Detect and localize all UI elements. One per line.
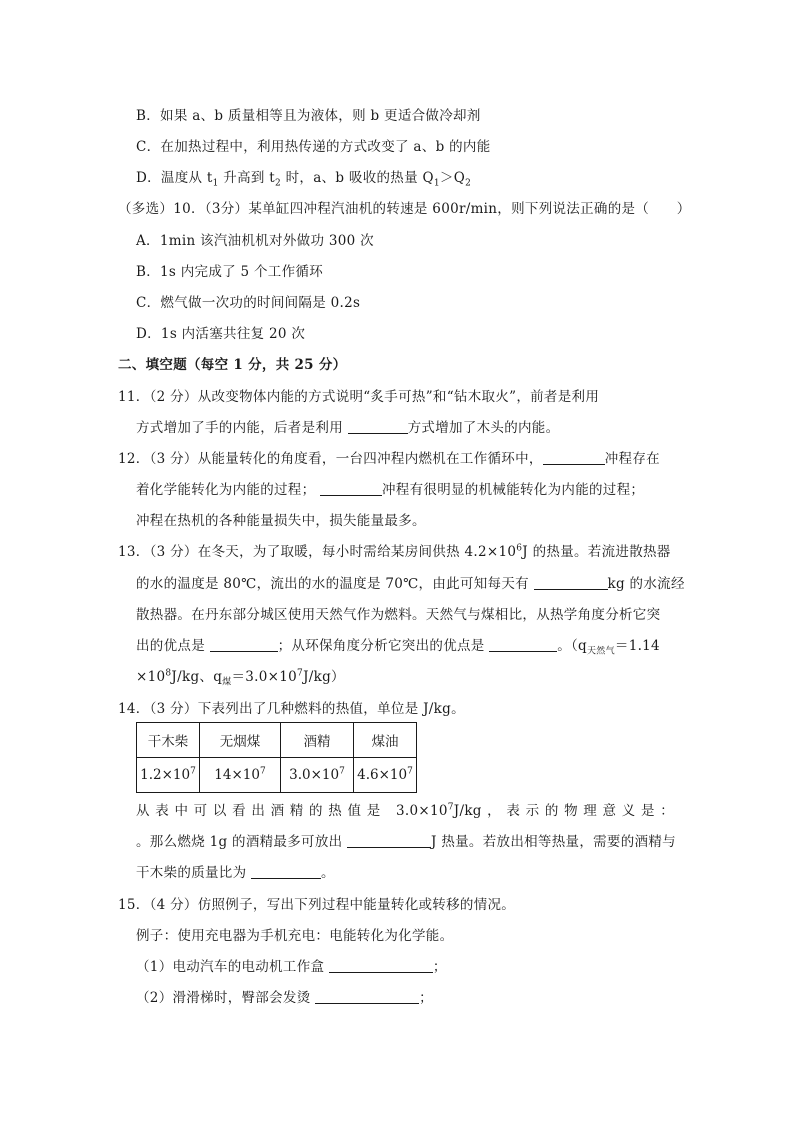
table-header-cell: 煤油 [354,723,417,758]
table-header-cell: 干木柴 [137,723,200,758]
q14-blank-2[interactable] [251,864,321,879]
table-cell: $14\times 10^7$ [200,758,281,793]
q10-option-c: C．燃气做一次功的时间间隔是 0.2s [136,295,361,311]
q10-option-d: D．1s 内活塞共往复 20 次 [136,326,306,342]
q15-blank-2[interactable] [315,989,419,1004]
q14-line1: 从表中可以看出酒精的热值是 $3.0\times 10^7J/kg$，表示的物理意义是： [136,802,675,819]
table-header-row [137,723,417,758]
q13-blank-1[interactable] [534,575,608,590]
q13-line3: 散热器。在丹东部分城区使用天然气作为燃料。天然气与煤相比，从热学角度分析它突 [136,607,661,623]
q12-blank-1[interactable] [543,450,605,465]
fuel-heat-value-table [136,722,417,793]
q10-stem: （多选）10．（3分）某单缸四冲程汽油机的转速是 600r/min，则下列说法正确的是（ ） [118,201,691,217]
q12-line1: 12．（3 分）从能量转化的角度看，一台四冲程内燃机在工作循环中， 冲程存在 [118,451,660,467]
q12-line2: 着化学能转化为内能的过程； 冲程有很明显的机械能转化为内能的过程； [136,482,645,498]
q12-blank-2[interactable] [320,481,382,496]
table-cell: $1.2\times 10^7$ [137,758,200,793]
table-header-cell: 无烟煤 [200,723,281,758]
q13-line5: $\times 10^8J/kg$、$q_煤=3.0\times 10^7J/kg$） [136,668,345,688]
q13-line2: 的水的温度是 80℃，流出的水的温度是 70℃，由此可知每天有 kg 的水流经 [136,576,685,592]
q12-line3: 冲程在热机的各种能量损失中，损失能量最多。 [136,513,426,529]
q15-example: 例子：使用充电器为手机充电：电能转化为化学能。 [136,928,454,944]
table-header-cell: 酒精 [281,723,354,758]
q15-item-1: （1）电动汽车的电动机工作盒 ； [136,959,447,975]
q11-line2: 方式增加了手的内能，后者是利用 方式增加了木头的内能。 [136,420,560,436]
table-cell: $4.6\times 10^7$ [354,758,417,793]
q15-stem: 15．（4 分）仿照例子，写出下列过程中能量转化或转移的情况。 [118,897,516,913]
q10-option-a: A．1min 该汽油机机对外做功 300 次 [136,233,374,249]
q14-line3: 干木柴的质量比为 。 [136,865,335,881]
q13-line1: 13．（3 分）在冬天，为了取暖，每小时需给某房间供热 $4.2\times 10^6J$ 的热量。若流进散热器 [118,543,671,560]
q15-blank-1[interactable] [329,958,433,973]
table-cell: $3.0\times 10^7$ [281,758,354,793]
q14-line2: 。那么燃烧 1g 的酒精最多可放出 J 热量。若放出相等热量，需要的酒精与 [136,834,676,850]
q13-blank-2[interactable] [210,637,278,652]
q15-item-2: （2）滑滑梯时，臀部会发烫 ； [136,990,433,1006]
q13-blank-3[interactable] [489,637,557,652]
q14-stem: 14．（3 分）下表列出了几种燃料的热值，单位是 J/kg。 [118,701,465,717]
q10-option-b: B．1s 内完成了 5 个工作循环 [136,264,324,280]
q9-option-b: B．如果 a、b 质量相等且为液体，则 b 更适合做冷却剂 [136,108,481,124]
q9-option-c: C．在加热过程中，利用热传递的方式改变了 a、b 的内能 [136,139,491,155]
section-heading: 二、填空题（每空 1 分，共 25 分） [118,357,347,373]
table-row [137,758,417,793]
q14-blank-1[interactable] [347,833,431,848]
q11-line1: 11．（2 分）从改变物体内能的方式说明“炙手可热”和“钻木取火”，前者是利用 [118,389,600,405]
q13-line4: 出的优点是 ；从环保角度分析它突出的优点是 。（$q_{天然气}=1.14$ [136,638,660,657]
q9-option-d: D．温度从 $t_1$ 升高到 $t_2$ 时，a、b 吸收的热量 $Q_1>Q_2$ [136,170,472,189]
q11-blank-2[interactable] [348,419,408,434]
